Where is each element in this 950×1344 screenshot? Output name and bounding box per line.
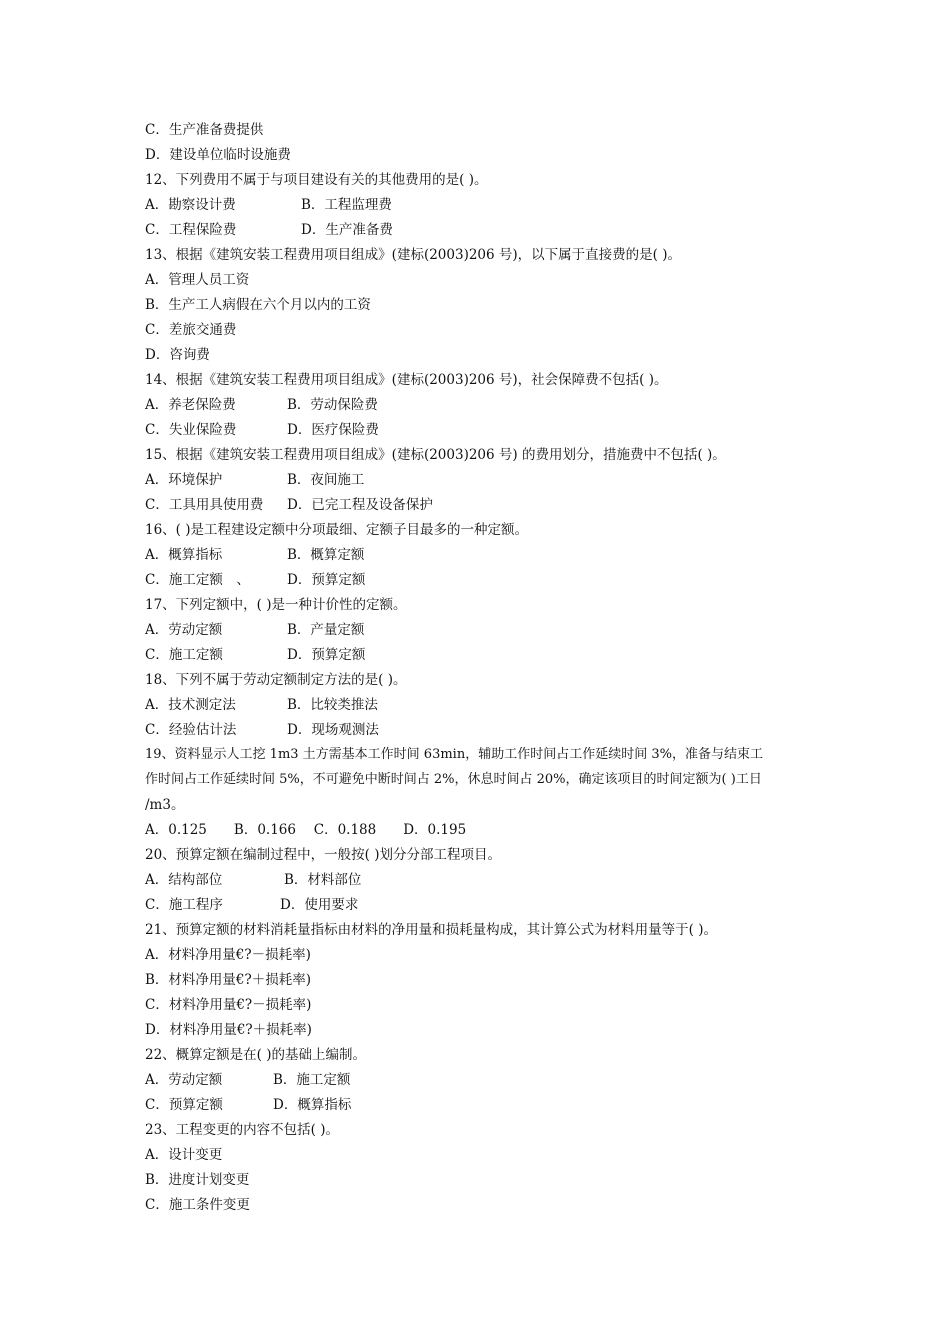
- option-line: B．夜间施工: [287, 472, 365, 488]
- option-line: D．预算定额: [287, 572, 366, 588]
- option-line: A．劳动定额: [145, 1072, 223, 1088]
- option-line: C．施工程序: [145, 897, 223, 913]
- option-line: D．概算指标: [273, 1097, 352, 1113]
- question-line: 16、( )是工程建设定额中分项最细、定额子目最多的一种定额。: [145, 522, 529, 538]
- option-line: B．比较类推法: [287, 697, 378, 713]
- question-line: 19、资料显示人工挖 1m3 土方需基本工作时间 63min，辅助工作时间占工作延续时间 3%，准备与结束工: [145, 747, 763, 762]
- option-line: A．结构部位: [145, 872, 223, 888]
- option-line: D．医疗保险费: [287, 422, 379, 438]
- option-line: C．经验估计法: [145, 722, 237, 738]
- question-line: 作时间占工作延续时间 5%，不可避免中断时间占 2%，休息时间占 20%，确定该项目的时间定额为( )工日: [145, 772, 762, 787]
- option-line: B．进度计划变更: [145, 1172, 250, 1188]
- option-line: C．施工定额 、: [145, 572, 250, 588]
- option-line: C．失业保险费: [145, 422, 237, 438]
- question-line: 17、下列定额中，( )是一种计价性的定额。: [145, 597, 407, 613]
- option-line: C．施工条件变更: [145, 1197, 250, 1213]
- option-line: C．差旅交通费: [145, 322, 237, 338]
- option-line: B．概算定额: [287, 547, 365, 563]
- option-line: B．材料部位: [284, 872, 362, 888]
- option-line: A．技术测定法: [145, 697, 236, 713]
- option-line: D．建设单位临时设施费: [145, 147, 291, 163]
- option-line: D．咨询费: [145, 347, 210, 363]
- option-line: D．生产准备费: [301, 222, 393, 238]
- option-line: B．生产工人病假在六个月以内的工资: [145, 297, 371, 313]
- option-line: D．已完工程及设备保护: [287, 497, 433, 513]
- option-line: C．工程保险费: [145, 222, 237, 238]
- option-line: D．材料净用量€?＋损耗率): [145, 1022, 312, 1038]
- option-line: A．0.125 B．0.166 C．0.188 D．0.195: [145, 822, 467, 838]
- option-line: A．管理人员工资: [145, 272, 250, 288]
- option-line: A．材料净用量€?－损耗率): [145, 947, 311, 963]
- option-line: B．材料净用量€?＋损耗率): [145, 972, 312, 988]
- option-line: A．设计变更: [145, 1147, 223, 1163]
- option-line: B．产量定额: [287, 622, 365, 638]
- option-line: C．工具用具使用费: [145, 497, 264, 513]
- option-line: C．预算定额: [145, 1097, 223, 1113]
- option-line: C．生产准备费提供: [145, 122, 264, 138]
- option-line: A．概算指标: [145, 547, 223, 563]
- option-line: B．施工定额: [273, 1072, 351, 1088]
- option-line: A．勘察设计费: [145, 197, 236, 213]
- option-line: D．预算定额: [287, 647, 366, 663]
- question-line: /m3。: [145, 797, 185, 813]
- option-line: B．工程监理费: [301, 197, 392, 213]
- question-line: 23、工程变更的内容不包括( )。: [145, 1122, 340, 1138]
- question-line: 18、下列不属于劳动定额制定方法的是( )。: [145, 672, 407, 688]
- option-line: A．环境保护: [145, 472, 223, 488]
- option-line: A．劳动定额: [145, 622, 223, 638]
- question-line: 22、概算定额是在( )的基础上编制。: [145, 1047, 367, 1063]
- question-line: 20、预算定额在编制过程中，一般按( )划分分部工程项目。: [145, 847, 502, 863]
- option-line: D．现场观测法: [287, 722, 379, 738]
- option-line: B．劳动保险费: [287, 397, 378, 413]
- option-line: C．材料净用量€?－损耗率): [145, 997, 312, 1013]
- question-line: 14、根据《建筑安装工程费用项目组成》(建标(2003)206 号)，社会保障费不包括( )。: [145, 372, 668, 388]
- question-line: 13、根据《建筑安装工程费用项目组成》(建标(2003)206 号)，以下属于直接费的是( )。: [145, 247, 681, 263]
- question-line: 12、下列费用不属于与项目建设有关的其他费用的是( )。: [145, 172, 488, 188]
- option-line: C．施工定额: [145, 647, 223, 663]
- question-line: 15、根据《建筑安装工程费用项目组成》(建标(2003)206 号) 的费用划分，措施费中不包括( )。: [145, 447, 726, 463]
- option-line: D．使用要求: [280, 897, 359, 913]
- option-line: A．养老保险费: [145, 397, 236, 413]
- question-line: 21、预算定额的材料消耗量指标由材料的净用量和损耗量构成，其计算公式为材料用量等于( )。: [145, 922, 718, 938]
